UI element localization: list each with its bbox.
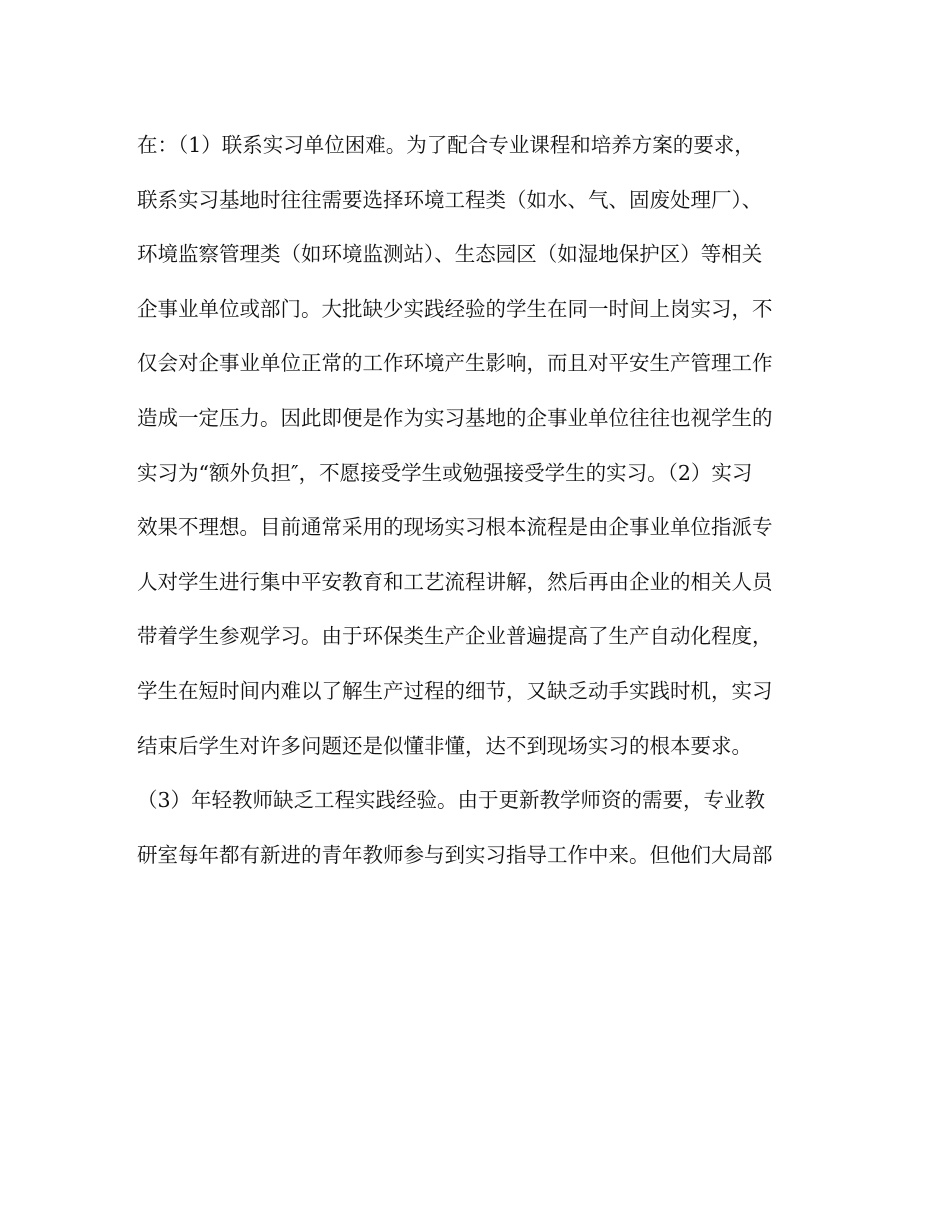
text-line: 人对学生进行集中平安教育和工艺流程讲解，然后再由企业的相关人员 xyxy=(137,569,773,594)
text-line: 效果不理想。目前通常采用的现场实习根本流程是由企事业单位指派专 xyxy=(137,515,773,540)
text-line: 企事业单位或部门。大批缺少实践经验的学生在同一时间上岗实习，不 xyxy=(137,296,773,321)
text-line: 结束后学生对许多问题还是似懂非懂，达不到现场实习的根本要求。 xyxy=(137,733,752,758)
text-line: 实习为“额外负担″，不愿接受学生或勉强接受学生的实习。（2）实习 xyxy=(137,460,753,485)
text-line: 造成一定压力。因此即便是作为实习基地的企事业单位往往也视学生的 xyxy=(137,405,773,430)
text-line: 在：（1）联系实习单位困难。为了配合专业课程和培养方案的要求， xyxy=(137,133,755,157)
text-line: 学生在短时间内难以了解生产过程的细节，又缺乏动手实践时机，实习 xyxy=(137,678,773,703)
body-paragraph xyxy=(137,118,827,882)
text-line: 仅会对企事业单位正常的工作环境产生影响，而且对平安生产管理工作 xyxy=(137,351,773,376)
text-line: （3）年轻教师缺乏工程实践经验。由于更新教学师资的需要，专业教 xyxy=(137,788,766,813)
text-line: 带着学生参观学习。由于环保类生产企业普遍提高了生产自动化程度， xyxy=(137,624,773,649)
text-line: 联系实习基地时往往需要选择环境工程类（如水、气、固废处理厂）、 xyxy=(137,187,763,212)
text-line: 环境监察管理类（如环境监测站）、生态园区（如湿地保护区）等相关 xyxy=(137,242,763,267)
text-line: 研室每年都有新进的青年教师参与到实习指导工作中来。但他们大局部 xyxy=(137,842,773,867)
